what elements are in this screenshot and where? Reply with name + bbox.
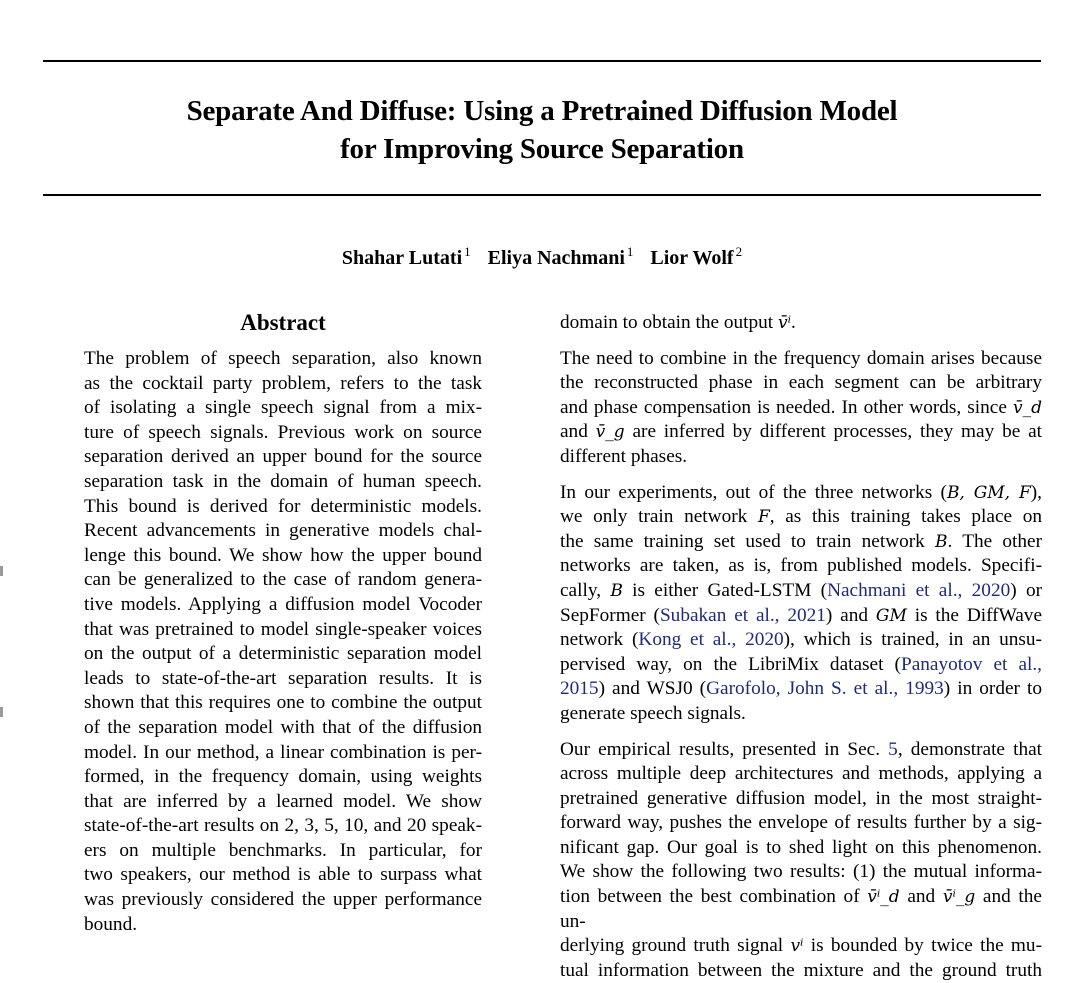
body-text: SepFormer ( bbox=[560, 604, 660, 626]
body-text: is bounded by twice the mu- bbox=[803, 935, 1042, 957]
title-rule-top bbox=[43, 60, 1041, 62]
math-symbol: B bbox=[935, 531, 948, 552]
math-symbol: v̄_d bbox=[1013, 397, 1042, 418]
body-text: ) and WSJ0 ( bbox=[598, 678, 707, 700]
title-rule-bottom bbox=[43, 194, 1041, 196]
math-symbol: B bbox=[610, 580, 623, 601]
abstract-line: as the cocktail party problem, refers to the task bbox=[84, 372, 482, 394]
math-symbol: B, GM, F bbox=[946, 482, 1031, 503]
body-text: ) and bbox=[825, 604, 876, 626]
paper-title bbox=[43, 92, 1041, 168]
author-affiliation: 1 bbox=[464, 244, 471, 259]
abstract-line: separation task in the domain of human speech. bbox=[84, 470, 482, 492]
body-text: ) or bbox=[1010, 579, 1043, 601]
body-text: the same training set used to train network bbox=[560, 530, 936, 552]
author-affiliation: 1 bbox=[626, 244, 634, 259]
body-line: The need to combine in the frequency domain arises because bbox=[560, 347, 1042, 369]
author-name: Lior Wolf bbox=[650, 247, 734, 269]
abstract-line: can be generalized to the case of random genera- bbox=[84, 569, 482, 591]
abstract-line: ers on multiple benchmarks. In particular, for bbox=[84, 839, 482, 861]
body-line: different phases. bbox=[560, 445, 688, 467]
abstract-heading: Abstract bbox=[240, 310, 326, 335]
body-line: across multiple deep architectures and methods, applying a bbox=[560, 763, 1042, 785]
body-line bbox=[560, 885, 1042, 934]
body-line bbox=[560, 628, 1042, 653]
body-line bbox=[560, 311, 1042, 336]
section-link[interactable]: 5 bbox=[888, 738, 898, 760]
body-text: and the un- bbox=[560, 886, 1042, 932]
math-symbol: v̄ⁱ_d bbox=[867, 887, 900, 908]
math-symbol: v̄_g bbox=[595, 422, 625, 443]
abstract-line: that was pretrained to model single-speaker voices bbox=[84, 618, 482, 640]
body-text: network ( bbox=[560, 629, 639, 651]
math-symbol: F bbox=[757, 507, 770, 528]
body-line: nificant gap. Our goal is to shed light on this phenomenon. bbox=[560, 836, 1042, 858]
body-text: Our empirical results, presented in Sec. bbox=[560, 738, 889, 760]
body-text: are inferred by different processes, they may be at bbox=[624, 421, 1042, 443]
abstract-line: shown that this requires one to combine the output bbox=[84, 692, 482, 714]
citation-link[interactable]: Garofolo, John S. et al., 1993 bbox=[706, 678, 944, 700]
math-symbol: vⁱ bbox=[790, 936, 804, 957]
author bbox=[650, 238, 742, 272]
math-symbol: v̄ⁱ bbox=[777, 313, 791, 333]
body-text: ) in order to bbox=[943, 678, 1043, 700]
body-line bbox=[560, 653, 1042, 678]
body-line bbox=[560, 420, 1042, 445]
body-text: is either Gated-LSTM ( bbox=[622, 579, 828, 601]
body-text: is the DiffWave bbox=[906, 604, 1042, 626]
abstract-line: formed, in the frequency domain, using weights bbox=[84, 766, 482, 788]
author bbox=[488, 238, 634, 272]
margin-mark bbox=[0, 566, 3, 576]
body-text: derlying ground truth signal bbox=[560, 935, 791, 957]
abstract-line: of isolating a single speech signal from a mix- bbox=[84, 397, 482, 419]
abstract-body bbox=[84, 347, 482, 937]
body-text: ), which is trained, in an unsu- bbox=[783, 629, 1042, 651]
abstract-line: of the separation model with that of the diffusion bbox=[84, 716, 482, 738]
body-text: and phase compensation is needed. In other words, since bbox=[560, 396, 1013, 418]
body-line bbox=[560, 677, 1042, 702]
author-affiliation: 2 bbox=[735, 244, 743, 259]
math-symbol: GM bbox=[875, 605, 907, 626]
body-line: tual information between the mixture and the ground truth bbox=[560, 959, 1042, 981]
citation-link[interactable]: Kong et al., 2020 bbox=[638, 629, 784, 651]
author-name: Shahar Lutati bbox=[341, 247, 463, 269]
body-text: domain to obtain the output bbox=[560, 312, 778, 333]
abstract-line: Recent advancements in generative models chal- bbox=[84, 520, 482, 542]
body-column-right bbox=[560, 311, 1042, 983]
math-symbol: v̄ⁱ_g bbox=[942, 887, 976, 908]
body-text: . The other bbox=[947, 530, 1042, 552]
author-list bbox=[43, 238, 1041, 272]
paragraph-gap bbox=[560, 727, 1042, 738]
body-text: ), bbox=[1030, 481, 1042, 503]
abstract-line: The problem of speech separation, also known bbox=[84, 348, 482, 369]
body-line: the reconstructed phase in each segment can be arbitrary bbox=[560, 372, 1042, 394]
paragraph-gap bbox=[560, 336, 1042, 347]
body-text: , demonstrate that bbox=[897, 738, 1043, 760]
abstract-line: This bound is derived for deterministic models. bbox=[84, 495, 482, 517]
author-name: Eliya Nachmani bbox=[487, 247, 625, 269]
body-line: pretrained generative diffusion model, in the most straight- bbox=[560, 787, 1042, 809]
paragraph-gap bbox=[560, 470, 1042, 481]
body-line bbox=[560, 396, 1042, 421]
abstract-line: ture of speech signals. Previous work on source bbox=[84, 421, 482, 443]
body-text: , as this training takes place on bbox=[769, 506, 1042, 528]
body-line bbox=[560, 738, 1042, 763]
body-line: networks are taken, as is, from published models. Specifi- bbox=[560, 555, 1042, 577]
abstract-line: was previously considered the upper performance bbox=[84, 889, 482, 911]
citation-link[interactable]: Nachmani et al., 2020 bbox=[827, 579, 1011, 601]
abstract-line: separation derived an upper bound for the source bbox=[84, 446, 482, 468]
author bbox=[342, 238, 471, 272]
body-text: cally, bbox=[560, 579, 611, 601]
citation-link[interactable]: Panayotov et al., bbox=[900, 653, 1042, 675]
citation-link[interactable]: Subakan et al., 2021 bbox=[659, 604, 826, 626]
body-text: and bbox=[560, 421, 596, 443]
abstract-line: tive models. Applying a diffusion model Vocoder bbox=[84, 593, 482, 615]
body-text: pervised way, on the LibriMix dataset ( bbox=[560, 653, 901, 675]
body-line bbox=[560, 481, 1042, 506]
body-line: generate speech signals. bbox=[560, 702, 746, 724]
abstract-line: lenge this bound. We show how the upper bound bbox=[84, 544, 482, 566]
abstract-line: on the output of a deterministic separation model bbox=[84, 643, 482, 665]
body-line: We show the following two results: (1) the mutual informa- bbox=[560, 861, 1042, 883]
body-line bbox=[560, 579, 1042, 604]
title-line-1: Separate And Diffuse: Using a Pretrained Diffusion Model bbox=[186, 95, 898, 127]
abstract-line: model. In our method, a linear combination is per- bbox=[84, 741, 482, 763]
abstract-line: that are inferred by a learned model. We show bbox=[84, 790, 482, 812]
title-line-2: for Improving Source Separation bbox=[340, 133, 744, 165]
body-line bbox=[560, 505, 1042, 530]
abstract-line: leads to state-of-the-art separation results. It is bbox=[84, 667, 482, 689]
body-text: we only train network bbox=[560, 506, 758, 528]
body-text: . bbox=[791, 312, 796, 333]
citation-link[interactable]: 2015 bbox=[560, 678, 599, 700]
body-line bbox=[560, 530, 1042, 555]
body-text: In our experiments, out of the three networks ( bbox=[560, 481, 947, 503]
body-line bbox=[560, 934, 1042, 959]
body-text: and bbox=[899, 886, 943, 908]
abstract-line: state-of-the-art results on 2, 3, 5, 10, and 20 speak- bbox=[84, 815, 482, 837]
margin-mark bbox=[0, 707, 3, 717]
body-line: forward way, pushes the envelope of results further by a sig- bbox=[560, 812, 1042, 834]
body-line bbox=[560, 604, 1042, 629]
body-text: tion between the best combination of bbox=[560, 886, 868, 908]
abstract-line: bound. bbox=[84, 913, 138, 935]
abstract-line: two speakers, our method is able to surpass what bbox=[84, 864, 482, 886]
